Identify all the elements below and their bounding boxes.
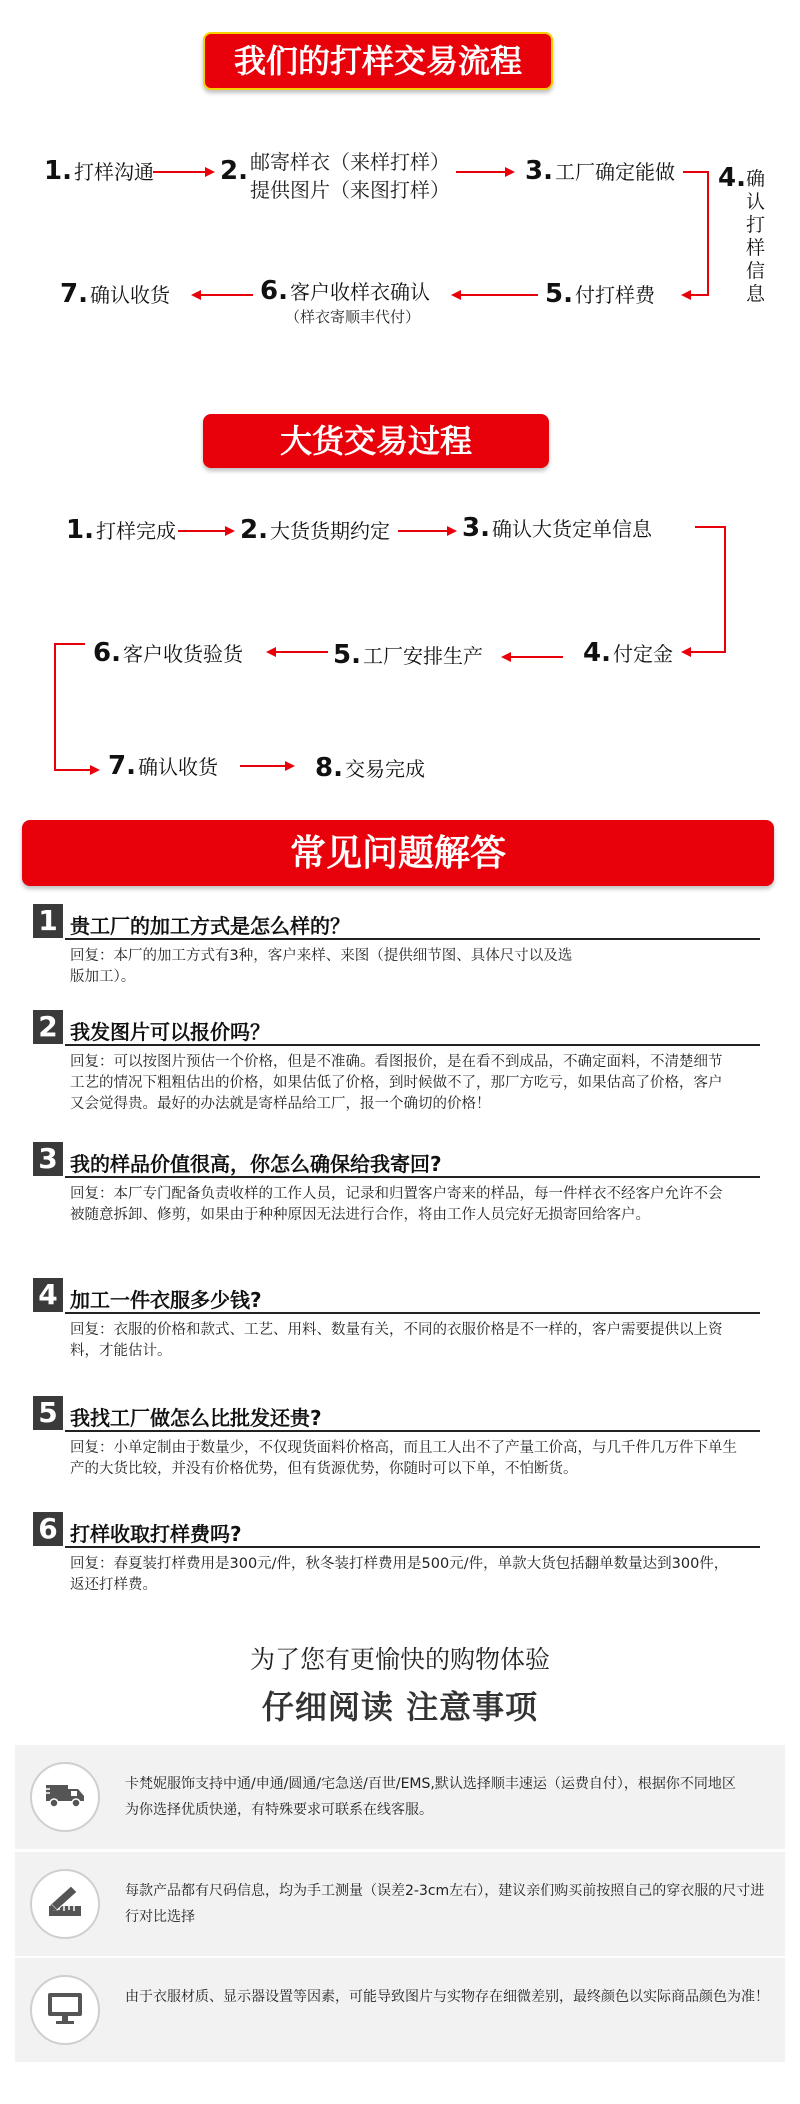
faq-question-5: 我找工厂做怎么比批发还贵? bbox=[70, 1406, 322, 1430]
notice-subtitle: 为了您有更愉快的购物体验 bbox=[249, 1645, 550, 1674]
sample-step-4: 4. bbox=[718, 163, 746, 193]
bulk-step-3: 3. 确认大货定单信息 bbox=[462, 513, 652, 543]
faq-answer-5: 回复：小单定制由于数量少，不仅现货面料价格高，而且工人出不了产量工价高，与几千件几万件下单生产的大货比较，并没有价格优势，但有货源优势，你随时可以下单，不怕断货。 bbox=[70, 1440, 737, 1477]
bulk-step-8: 8. 交易完成 bbox=[315, 753, 425, 783]
bulk-step-7: 7. 确认收货 bbox=[108, 751, 218, 781]
faq-divider-4 bbox=[65, 1312, 760, 1314]
faq-number-3: 3 bbox=[33, 1142, 63, 1176]
faq-number-2: 2 bbox=[33, 1010, 63, 1044]
faq-divider-2 bbox=[65, 1044, 760, 1046]
faq-title-banner: 常见问题解答 bbox=[22, 820, 774, 886]
faq-question-2: 我发图片可以报价吗？ bbox=[70, 1020, 270, 1044]
sample-step-6: 6. 客户收样衣确认 bbox=[260, 276, 430, 306]
sample-step-3: 3. 工厂确定能做 bbox=[525, 156, 675, 186]
faq-divider-3 bbox=[65, 1176, 760, 1178]
faq-answer-1: 回复：本厂的加工方式有3种，客户来样、来图（提供细节图、具体尺寸以及选版加工）。 bbox=[70, 948, 573, 985]
faq-question-3: 我的样品价值很高，你怎么确保给我寄回? bbox=[70, 1152, 442, 1176]
sample-step-2-line2: 提供图片（来图打样） bbox=[250, 178, 450, 202]
bulk-step-5: 5. 工厂安排生产 bbox=[333, 640, 483, 670]
truck-icon bbox=[44, 1780, 86, 1814]
sample-step-4-label: 确认打样信息 bbox=[746, 168, 766, 305]
faq-number-5: 5 bbox=[33, 1396, 63, 1430]
sample-step-2-line1: 邮寄样衣（来样打样） bbox=[250, 150, 450, 174]
notice-text-1: 卡梵妮服饰支持中通/申通/圆通/宅急送/百世/EMS,默认选择顺丰速运（运费自付），根据你不同地区为你选择优质快递，有特殊要求可联系在线客服。 bbox=[125, 1776, 736, 1818]
notice-text-2: 每款产品都有尺码信息，均为手工测量（误差2-3cm左右），建议亲们购买前按照自己的穿衣服的尺寸进行对比选择 bbox=[125, 1883, 765, 1925]
faq-question-1: 贵工厂的加工方式是怎么样的？ bbox=[70, 914, 350, 938]
notice-text-3: 由于衣服材质、显示器设置等因素，可能导致图片与实物存在细微差别，最终颜色以实际商品颜色为准！ bbox=[125, 1989, 769, 2005]
faq-answer-6: 回复：春夏装打样费用是300元/件，秋冬装打样费用是500元/件，单款大货包括翻单数量达到300件，返还打样费。 bbox=[70, 1556, 729, 1593]
bulk-flow-title-banner: 大货交易过程 bbox=[203, 414, 549, 468]
sample-flow-title-banner: 我们的打样交易流程 bbox=[203, 32, 553, 90]
monitor-icon bbox=[45, 1990, 85, 2030]
bulk-step-2: 2. 大货货期约定 bbox=[240, 515, 390, 545]
faq-question-6: 打样收取打样费吗? bbox=[70, 1522, 242, 1546]
faq-number-4: 4 bbox=[33, 1278, 63, 1312]
faq-number-1: 1 bbox=[33, 904, 63, 938]
sample-step-6-note: （样衣寄顺丰代付） bbox=[285, 308, 421, 326]
faq-answer-3: 回复：本厂专门配备负责收样的工作人员，记录和归置客户寄来的样品，每一件样衣不经客户允许不会被随意拆卸、修剪，如果由于种种原因无法进行合作，将由工作人员完好无损寄回给客户。 bbox=[70, 1186, 723, 1223]
sample-step-7: 7. 确认收货 bbox=[60, 279, 170, 309]
faq-question-4: 加工一件衣服多少钱? bbox=[70, 1288, 262, 1312]
notice-title: 仔细阅读 注意事项 bbox=[261, 1688, 539, 1726]
faq-divider-6 bbox=[65, 1546, 760, 1548]
notice-band-3 bbox=[15, 1958, 785, 2062]
sample-step-2: 2. bbox=[220, 156, 248, 186]
notice-icon-circle-1 bbox=[30, 1762, 100, 1832]
faq-answer-4: 回复：衣服的价格和款式、工艺、用料、数量有关，不同的衣服价格是不一样的，客户需要提供以上资料，才能估计。 bbox=[70, 1322, 723, 1359]
bulk-step-4: 4. 付定金 bbox=[583, 638, 673, 668]
notice-icon-circle-3 bbox=[30, 1975, 100, 2045]
faq-divider-1 bbox=[65, 938, 760, 940]
bulk-step-1: 1. 打样完成 bbox=[66, 515, 176, 545]
sample-step-1: 1. 打样沟通 bbox=[44, 156, 154, 186]
sample-step-5: 5. 付打样费 bbox=[545, 279, 655, 309]
faq-answer-2: 回复：可以按图片预估一个价格，但是不准确。看图报价，是在看不到成品，不确定面料，不清楚细节工艺的情况下粗粗估出的价格，如果估低了价格，到时候做不了，那厂方吃亏，如果估高了价格，客户又会觉得贵。最好的办法就是寄样品给工厂，报一个确切的价格！ bbox=[70, 1054, 723, 1112]
faq-number-6: 6 bbox=[33, 1512, 63, 1546]
bulk-step-6: 6. 客户收货验货 bbox=[93, 638, 243, 668]
faq-divider-5 bbox=[65, 1430, 760, 1432]
notice-icon-circle-2 bbox=[30, 1869, 100, 1939]
pencil-ruler-icon bbox=[45, 1882, 85, 1926]
